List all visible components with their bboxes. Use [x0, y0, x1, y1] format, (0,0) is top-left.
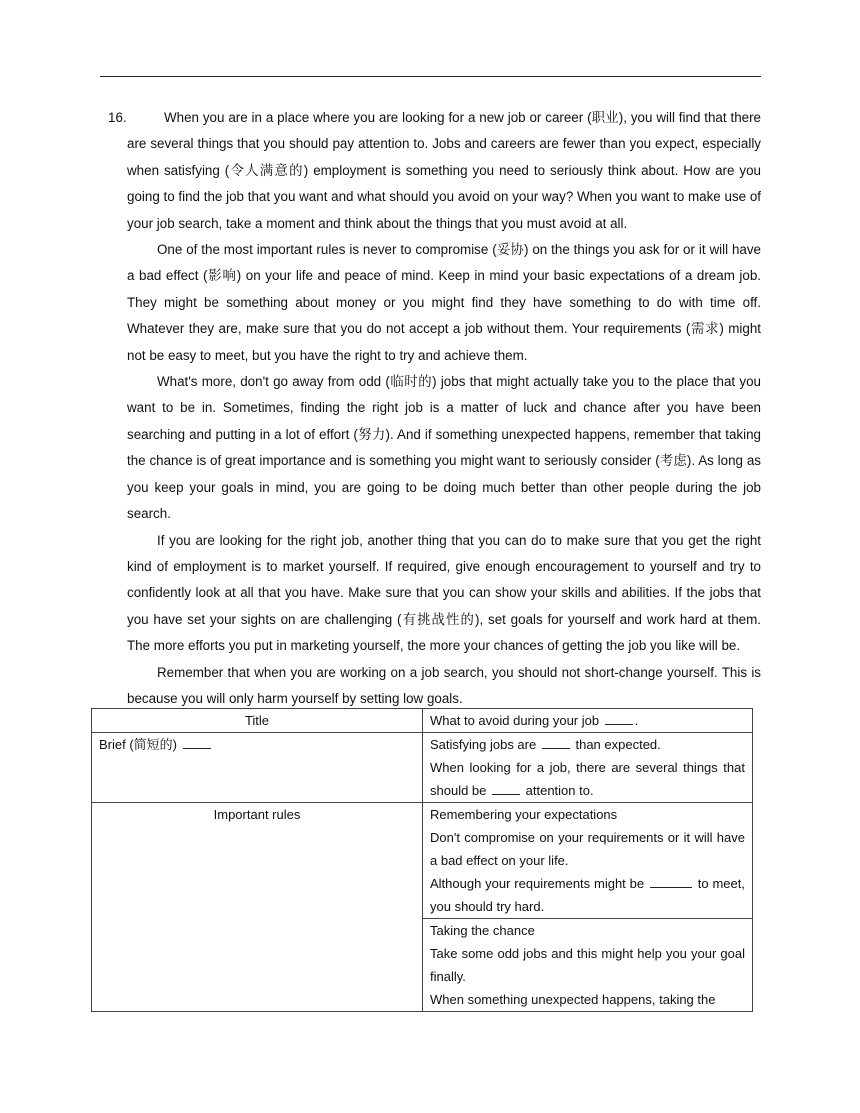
brief-content-cell [423, 733, 753, 803]
brief-label-cell [92, 733, 423, 803]
rule-1-line-2 [430, 872, 745, 918]
passage-paragraph-2: One of the most important rules is never to compromise (妥协) on the things you ask for or it will have a bad effect (影响) on your life and peace of mind. Keep in mind your basic expectations of a dream job. They might be something about money or you might find they have something to do with time off. Whatever they are, make sure that you do not accept a job without them. Your requirements (需求) might not be easy to meet, but you have the right to try and achieve them. [127, 242, 761, 363]
brief-line-1-end: than expected. [575, 737, 661, 752]
answer-blank-1[interactable] [605, 710, 633, 725]
brief-line-2-text: When looking for a job, there are several things that should be [430, 760, 745, 798]
title-value-cell [423, 709, 753, 733]
passage-paragraph-1: When you are in a place where you are looking for a new job or career (职业), you will find that there are several things that you should pay attention to. Jobs and careers are fewer than you expect, especially when satisfying (令人满意的) employment is something you need to seriously think about. How are you going to find the job that you want and what should you avoid on your way? When you want to make use of your job search, take a moment and think about the things that you must avoid at all. [127, 110, 761, 231]
rule-1-heading: Remembering your expectations [430, 807, 618, 822]
rule-2-line-1: Take some odd jobs and this might help you your goal finally. [430, 946, 745, 984]
rule-2-line-2: When something unexpected happens, taking the [430, 992, 716, 1007]
answer-blank-5[interactable] [650, 873, 692, 888]
answer-blank-2[interactable] [183, 734, 211, 749]
title-value-text: What to avoid during your job [430, 713, 600, 728]
rule-1-line-1: Don't compromise on your requirements or it will have a bad effect on your life. [430, 830, 745, 868]
header-rule [100, 76, 761, 77]
passage-paragraph-5: Remember that when you are working on a job search, you should not short-change yourself. This is because you will only harm yourself by setting low goals. [127, 664, 761, 706]
rule-2-heading: Taking the chance [430, 923, 535, 938]
brief-line-2 [430, 756, 745, 802]
rule-2-cell [423, 919, 753, 1012]
brief-label: Brief (简短的) [99, 737, 178, 752]
brief-line-1 [430, 733, 745, 756]
table-row-brief [92, 733, 753, 803]
reading-passage [127, 105, 761, 712]
question-number: 16. [108, 110, 127, 125]
passage-paragraph-3: What's more, don't go away from odd (临时的) jobs that might actually take you to the place that you want to be in. Sometimes, finding the right job is a matter of luck and chance after you have been searching and putting in a lot of effort (努力). And if something unexpected happens, remember that taking the chance is of great importance and is something you might want to seriously consider (考虑). As long as you keep your goals in mind, you are going to be doing much better than other people during the job search. [127, 374, 761, 522]
passage-paragraph-4: If you are looking for the right job, another thing that you can do to make sure that you get the right kind of employment is to market yourself. If required, give enough encouragement to yourself and try to confidently look at all that you have. Make sure that you can show your skills and abilities. If the jobs that you have set your sights on are challenging (有挑战性的), set goals for yourself and work hard at them. The more efforts you put in marketing yourself, the more your chances of getting the job you like will be. [127, 532, 761, 654]
table-row-rules-1 [92, 803, 753, 919]
answer-blank-3[interactable] [542, 734, 570, 749]
answer-blank-4[interactable] [492, 780, 520, 795]
rule-1-cell [423, 803, 753, 919]
brief-line-1-text: Satisfying jobs are [430, 737, 537, 752]
brief-line-2-end: attention to. [525, 783, 594, 798]
rule-1-line-2-text: Although your requirements might be [430, 876, 645, 891]
title-label-cell: Title [92, 709, 423, 733]
summary-table [91, 708, 753, 1012]
rules-label-cell: Important rules [92, 803, 423, 1012]
rule-1-line-2-end: to meet, you should try hard. [430, 876, 745, 914]
title-value-period: . [634, 713, 639, 728]
table-row-title [92, 709, 753, 733]
